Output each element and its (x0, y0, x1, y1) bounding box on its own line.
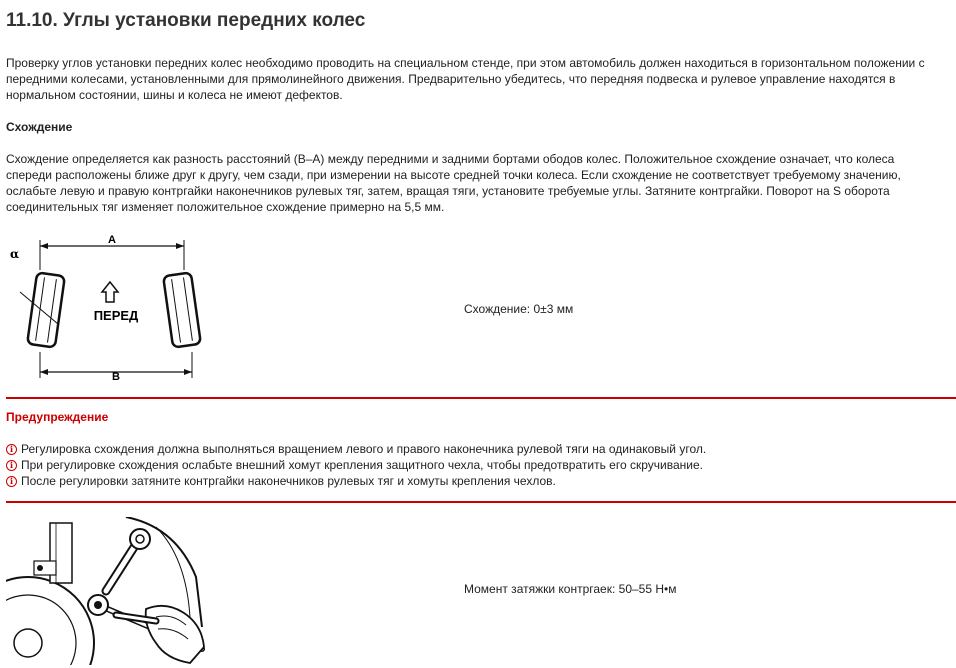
info-icon: i (6, 444, 17, 455)
intro-paragraph: Проверку углов установки передних колес необходимо проводить на специальном стенде, при этом автомобиль должен находиться в горизонтальном положении с передними колесами, установленными для прямолинейного движения. Предварительно убедитесь, что передняя подвеска и рулевое управление находятся в нормальном состоянии, шины и колеса не имеют дефектов. (6, 56, 925, 102)
warning-title: Предупреждение (6, 410, 109, 424)
torque-spec: Момент затяжки контргаек: 50–55 Н•м (464, 582, 677, 596)
label-a: A (108, 234, 116, 246)
tie-rod-illustration-svg (6, 517, 208, 665)
warning-item-text: При регулировке схождения ослабьте внешний хомут крепления защитного чехла, чтобы предотвратить его скручивание. (21, 458, 703, 472)
warning-item-text: Регулировка схождения должна выполняться вращением левого и правого наконечника рулевой тяги на одинаковый угол. (21, 442, 707, 456)
info-icon: i (6, 460, 17, 471)
tie-rod-illustration (6, 517, 208, 665)
warning-list (6, 441, 706, 489)
toe-diagram (6, 232, 208, 384)
toe-diagram-svg (6, 232, 208, 384)
divider-top (6, 397, 956, 399)
label-b: B (112, 371, 120, 383)
warning-item (6, 473, 706, 489)
warning-item (6, 457, 706, 473)
info-icon: i (6, 476, 17, 487)
label-alpha: α (10, 247, 20, 261)
page-title: 11.10. Углы установки передних колес (6, 10, 366, 31)
divider-bottom (6, 501, 956, 503)
toe-spec: Схождение: 0±3 мм (464, 302, 574, 316)
toe-paragraph: Схождение определяется как разность расстояний (В–А) между передними и задними бортами ободов колес. Положительное схождение означает, что колеса спереди расположены ближе друг к другу, чем сзади, при измерении на высоте средней точки колеса. Если схождение не соответствует требуемому значению, ослабьте левую и правую контргайки наконечников рулевых тяг, затем, вращая тяги, установите требуемые углы. Затяните контргайки. Поворот на S оборота соединительных тяг изменяет положительное схождение примерно на 5,5 мм. (6, 152, 901, 214)
toe-heading: Схождение (6, 120, 73, 134)
label-front: ПЕРЕД (93, 308, 139, 323)
warning-item (6, 441, 706, 457)
warning-item-text: После регулировки затяните контргайки наконечников рулевых тяг и хомуты крепления чехлов. (21, 474, 556, 488)
